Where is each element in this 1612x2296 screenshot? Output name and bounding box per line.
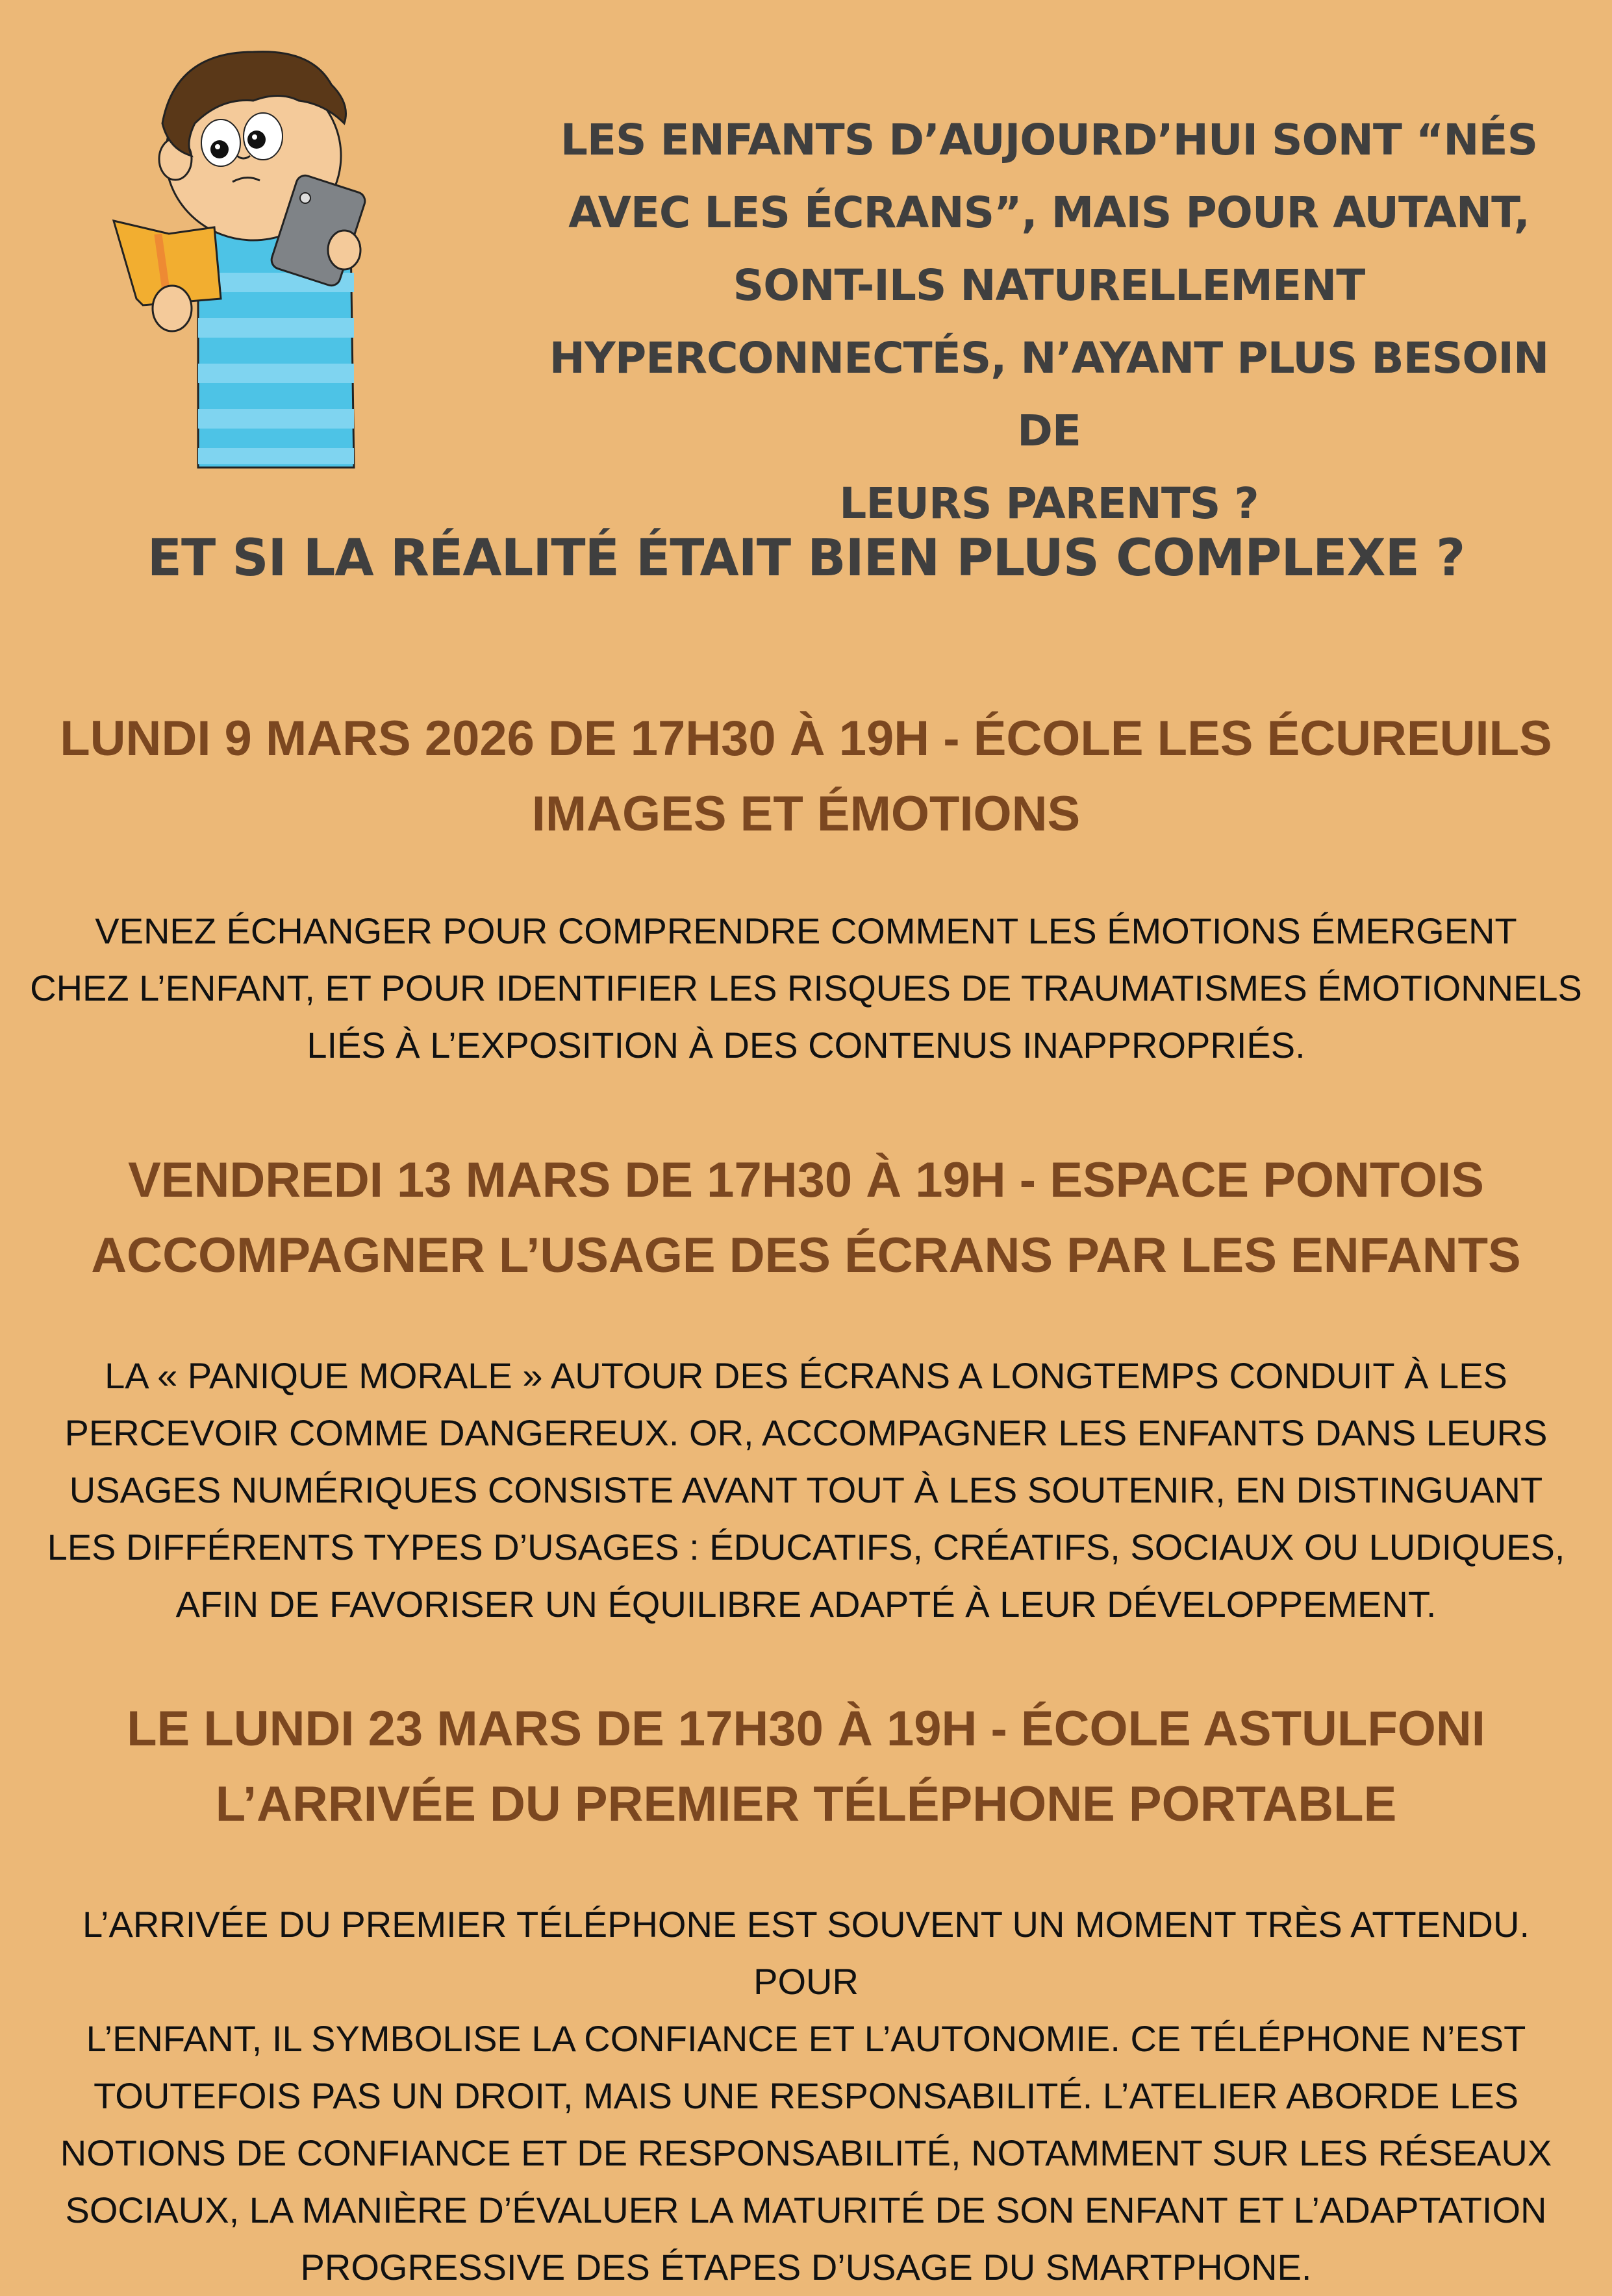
description-line: AFIN DE FAVORISER UN ÉQUILIBRE ADAPTÉ À LEUR DÉVELOPPEMENT. <box>175 1584 1437 1625</box>
description-line: L’ENFANT, IL SYMBOLISE LA CONFIANCE ET L’AUTONOMIE. CE TÉLÉPHONE N’EST <box>86 2018 1526 2059</box>
boy-with-book-and-tablet-illustration <box>65 26 455 480</box>
event-date-location: LUNDI 9 MARS 2026 DE 17H30 À 19H - ÉCOLE LES ÉCUREUILS <box>60 711 1552 766</box>
description-line: NOTIONS DE CONFIANCE ET DE RESPONSABILITÉ, NOTAMMENT SUR LES RÉSEAUX <box>60 2132 1552 2173</box>
event-2-heading <box>0 1143 1612 1293</box>
intro-line: LEURS PARENTS ? <box>839 479 1259 529</box>
intro-question <box>520 104 1578 540</box>
description-line: PROGRESSIVE DES ÉTAPES D’USAGE DU SMARTPHONE. <box>300 2247 1312 2288</box>
event-3-heading <box>0 1691 1612 1842</box>
event-3-description <box>26 1896 1586 2296</box>
description-line: TOUTEFOIS PAS UN DROIT, MAIS UNE RESPONSABILITÉ. L’ATELIER ABORDE LES <box>94 2075 1518 2116</box>
description-line: VENEZ ÉCHANGER POUR COMPRENDRE COMMENT LES ÉMOTIONS ÉMERGENT <box>95 910 1517 951</box>
event-1-heading <box>0 701 1612 852</box>
intro-line: AVEC LES ÉCRANS”, MAIS POUR AUTANT, <box>568 188 1530 238</box>
event-2-description <box>26 1347 1586 1633</box>
event-title: L’ARRIVÉE DU PREMIER TÉLÉPHONE PORTABLE <box>215 1777 1397 1832</box>
intro-line: SONT-ILS NATURELLEMENT <box>733 260 1365 310</box>
description-line: USAGES NUMÉRIQUES CONSISTE AVANT TOUT À LES SOUTENIR, EN DISTINGUANT <box>69 1469 1543 1510</box>
description-line: LES DIFFÉRENTS TYPES D’USAGES : ÉDUCATIFS, CRÉATIFS, SOCIAUX OU LUDIQUES, <box>47 1527 1565 1567</box>
event-title: ACCOMPAGNER L’USAGE DES ÉCRANS PAR LES ENFANTS <box>91 1228 1521 1283</box>
description-line: SOCIAUX, LA MANIÈRE D’ÉVALUER LA MATURITÉ DE SON ENFANT ET L’ADAPTATION <box>65 2190 1547 2230</box>
event-title: IMAGES ET ÉMOTIONS <box>531 786 1081 842</box>
event-date-location: VENDREDI 13 MARS DE 17H30 À 19H - ESPACE PONTOIS <box>128 1153 1484 1208</box>
description-line: PERCEVOIR COMME DANGEREUX. OR, ACCOMPAGNER LES ENFANTS DANS LEURS <box>64 1412 1548 1453</box>
description-line: LIÉS À L’EXPOSITION À DES CONTENUS INAPPROPRIÉS. <box>307 1025 1305 1066</box>
description-line: LA « PANIQUE MORALE » AUTOUR DES ÉCRANS A LONGTEMPS CONDUIT À LES <box>105 1355 1507 1396</box>
description-line: CHEZ L’ENFANT, ET POUR IDENTIFIER LES RISQUES DE TRAUMATISMES ÉMOTIONNELS <box>30 967 1582 1008</box>
intro-line: LES ENFANTS D’AUJOURD’HUI SONT “NÉS <box>560 115 1538 165</box>
headline-question: ET SI LA RÉALITÉ ÉTAIT BIEN PLUS COMPLEXE ? <box>147 529 1465 588</box>
event-1-description <box>26 903 1586 1074</box>
description-line: L’ARRIVÉE DU PREMIER TÉLÉPHONE EST SOUVENT UN MOMENT TRÈS ATTENDU. POUR <box>82 1904 1530 2002</box>
intro-line: HYPERCONNECTÉS, N’AYANT PLUS BESOIN DE <box>549 333 1549 456</box>
event-date-location: LE LUNDI 23 MARS DE 17H30 À 19H - ÉCOLE ASTULFONI <box>127 1701 1485 1756</box>
